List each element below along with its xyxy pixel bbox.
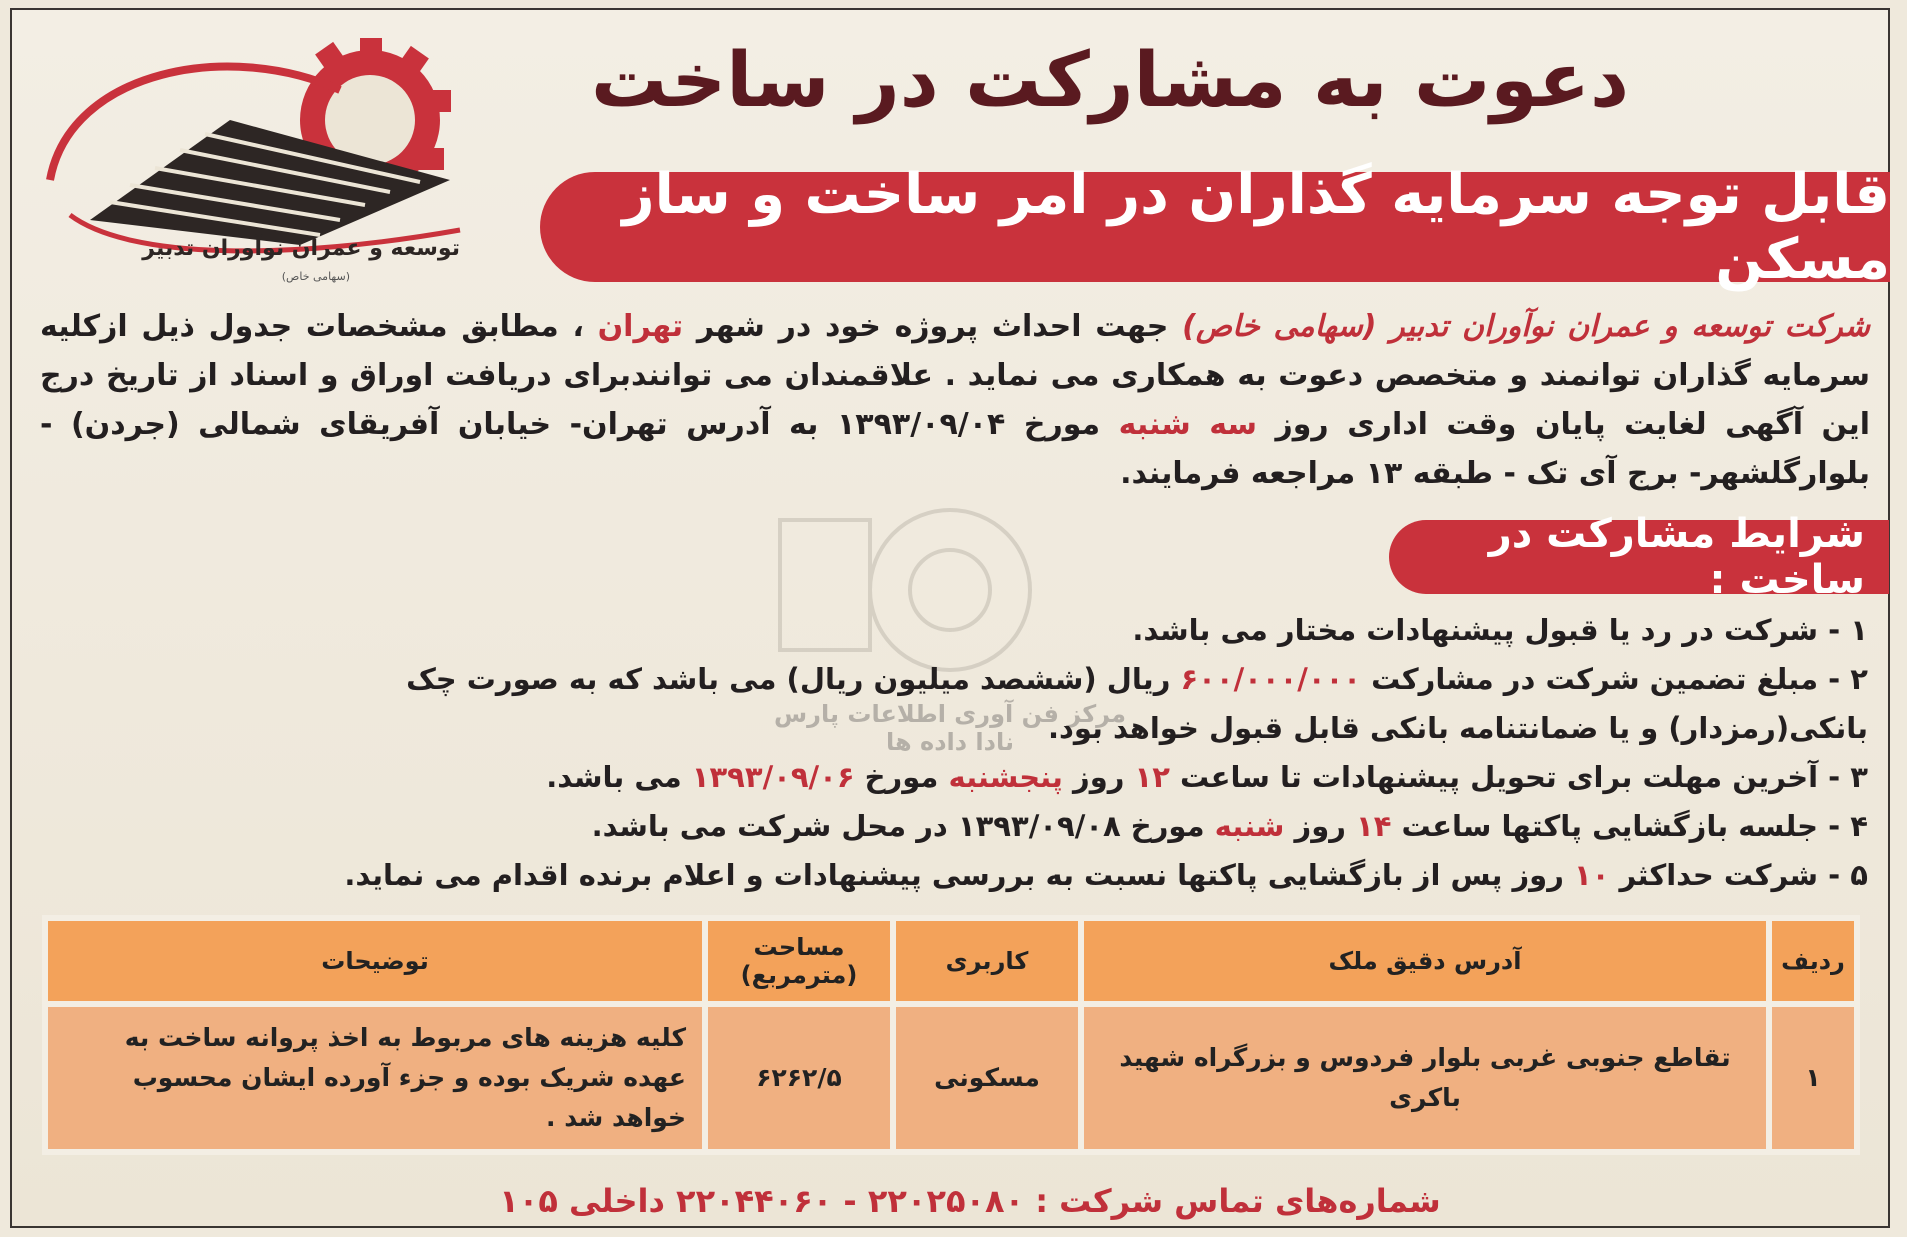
condition-4-day: شنبه (1214, 809, 1285, 843)
condition-4 (320, 802, 1868, 851)
intro-company-name: شرکت توسعه و عمران نوآوران تدبیر (سهامی خاص) (1182, 309, 1870, 344)
condition-4-text-c: مورخ ۱۳۹۳/۰۹/۰۸ در محل شرکت می باشد. (591, 809, 1215, 843)
intro-day: سه شنبه (1118, 407, 1258, 442)
condition-3-text-b: روز (1062, 760, 1135, 794)
cell-notes: کلیه هزینه های مربوط به اخذ پروانه ساخت به عهده شریک بوده و جزء آورده ایشان محسوب خواهد شد . (48, 1007, 702, 1149)
contact-numbers: شماره‌های تماس شرکت : ۲۲۰۲۵۰۸۰ - ۲۲۰۴۴۰۶۰ داخلی ۱۰۵ (499, 1182, 1441, 1220)
condition-4-hour: ۱۴ (1356, 809, 1392, 843)
intro-text-1: جهت احداث پروژه خود در شهر (683, 309, 1183, 344)
condition-3-day: پنجشنبه (948, 760, 1063, 794)
investor-banner (540, 162, 1890, 292)
header-row-number: ردیف (1772, 921, 1854, 1001)
property-table (42, 915, 1860, 1155)
header-usage: کاربری (896, 921, 1078, 1001)
condition-5 (320, 851, 1868, 900)
banner-text: قابل توجه سرمایه گذاران در امر ساخت و ساز مسکن (622, 162, 1890, 292)
table-header-row (48, 921, 1854, 1001)
intro-paragraph (40, 302, 1870, 498)
cell-address: تقاطع جنوبی غربی بلوار فردوس و بزرگراه شهید باکری (1084, 1007, 1766, 1149)
condition-2 (320, 655, 1868, 753)
condition-3-date: ۱۳۹۳/۰۹/۰۶ (691, 760, 855, 794)
condition-4-text-a: ۴ - جلسه بازگشایی پاکتها ساعت (1391, 809, 1868, 843)
intro-text-2: ، مطابق مشخصات جدول ذیل ازکلیه سرمایه گذاران توانمند و متخصص دعوت به همکاری می نماید . علاقمندان می توانندبرای دریافت اوراق و اسناد از تاریخ درج این آگهی لغایت پایان وقت اداری روز (40, 309, 1871, 442)
watermark-text: مرکز فن آوری اطلاعات پارس نادا داده ها (774, 700, 1126, 756)
condition-3 (320, 753, 1868, 802)
condition-3-hour: ۱۲ (1134, 760, 1170, 794)
conditions-heading-text: شرایط مشارکت در ساخت : (1488, 511, 1865, 603)
header-area: مساحت (مترمربع) (708, 921, 890, 1001)
conditions-list (320, 606, 1868, 900)
cell-usage: مسکونی (896, 1007, 1078, 1149)
condition-2-amount: ۶۰۰/۰۰۰/۰۰۰ (1180, 662, 1361, 696)
condition-3-text-c: مورخ (854, 760, 949, 794)
main-title: دعوت به مشارکت در ساخت (591, 35, 1629, 124)
company-logo (30, 30, 480, 310)
table-row (48, 1007, 1854, 1149)
header-notes: توضیحات (48, 921, 702, 1001)
condition-4-text-b: روز (1284, 809, 1357, 843)
conditions-heading (1389, 511, 1889, 603)
condition-5-text-b: روز پس از بازگشایی پاکتها نسبت به بررسی پیشنهادات و اعلام برنده اقدام می نماید. (344, 858, 1574, 892)
condition-1: ۱ - شرکت در رد یا قبول پیشنهادات مختار می باشد. (1132, 613, 1868, 647)
condition-5-text-a: ۵ - شرکت حداکثر (1609, 858, 1868, 892)
condition-5-days: ۱۰ (1574, 858, 1610, 892)
logo-company-name: توسعه و عمران نوآوران تدبیر (142, 236, 460, 261)
condition-3-text-a: ۳ - آخرین مهلت برای تحویل پیشنهادات تا ساعت (1169, 760, 1868, 794)
intro-text-3: مورخ ۱۳۹۳/۰۹/۰۴ به آدرس تهران- خیابان آفریقای شمالی (جردن) - بلوارگلشهر- برج آی تک - طبقه ۱۳ مراجعه فرمایند. (40, 407, 1870, 491)
logo-company-type: (سهامی خاص) (281, 270, 350, 283)
condition-2-text-a: ۲ - مبلغ تضمین شرکت در مشارکت (1360, 662, 1868, 696)
intro-city: تهران (597, 309, 684, 344)
header-address: آدرس دقیق ملک (1084, 921, 1766, 1001)
condition-2-text-b: ریال (ششصد میلیون ریال) می باشد که به صورت چک بانکی(رمزدار) و یا ضمانتنامه بانکی قابل قبول خواهد بود. (406, 662, 1868, 745)
cell-area: ۶۲۶۲/۵ (708, 1007, 890, 1149)
condition-3-text-d: می باشد. (546, 760, 692, 794)
cell-row-number: ۱ (1772, 1007, 1854, 1149)
